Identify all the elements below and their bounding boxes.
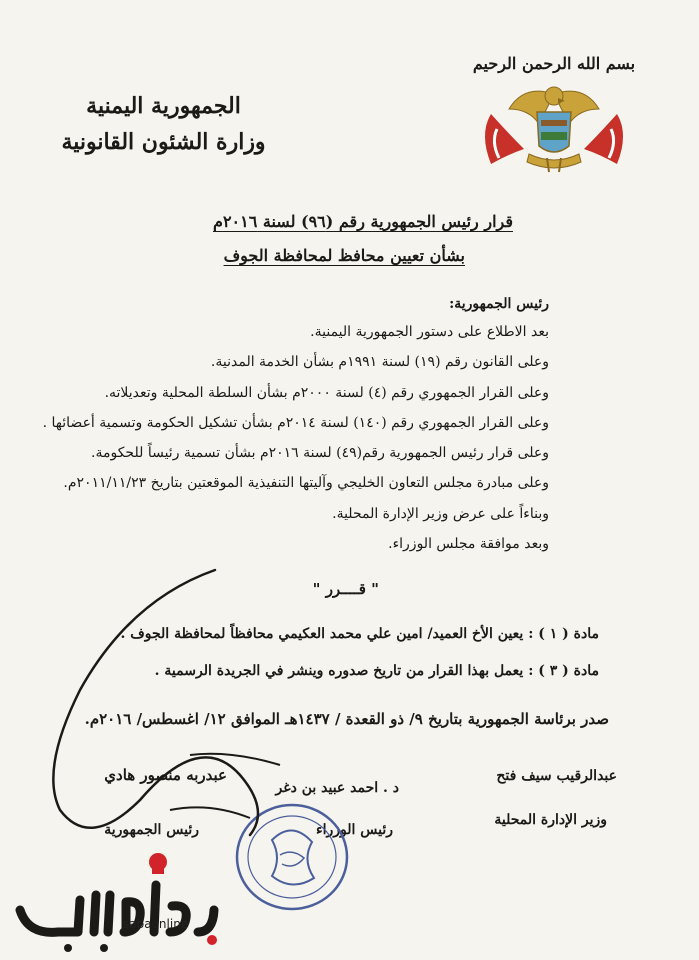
signatory-name: عبدالرقيب سيف فتح [496,768,617,784]
official-stamp-icon [232,800,352,915]
preamble-line: وبناءاً على عرض وزير الإدارة المحلية. [332,506,549,522]
signatory-title: رئيس الوزراء [316,822,393,838]
signatory-name: عبدربه منصور هادي [104,766,227,784]
issue-date: صدر برئاسة الجمهورية بتاريخ ٩/ ذو القعدة / ١٤٣٧هـ الموافق ١٢/ اغسطس/ ٢٠١٦م. [84,710,609,728]
signatory-title: وزير الإدارة المحلية [494,812,607,828]
country-name: الجمهورية اليمنية [86,93,241,119]
preamble-line: وعلى القرار الجمهوري رقم (١٤٠) لسنة ٢٠١٤م بشأن تشكيل الحكومة وتسمية أعضائها . [42,415,549,431]
signatory-title: رئيس الجمهورية [104,822,199,838]
preamble-line: وبعد موافقة مجلس الوزراء. [388,536,549,552]
basmala: بسم الله الرحمن الرحيم [472,54,636,73]
article: مادة ( ١ ) : يعين الأخ العميد/ امين علي محمد العكيمي محافظاً لمحافظة الجوف . [120,626,599,642]
preamble-line: بعد الاطلاع على دستور الجمهورية اليمنية. [310,324,549,340]
eagle-emblem-icon [469,54,639,194]
preamble-line: وعلى قرار رئيس الجمهورية رقم(٤٩) لسنة ٢٠١٦م بشأن تسمية رئيساً للحكومة. [91,445,549,461]
ministry-header [56,88,271,160]
ministry-name: وزارة الشئون القانونية [61,129,266,155]
decree-title: قرار رئيس الجمهورية رقم (٩٦) لسنة ٢٠١٦م [213,212,513,231]
preamble-line: وعلى القانون رقم (١٩) لسنة ١٩٩١م بشأن الخدمة المدنية. [210,354,549,370]
decree-subject: بشأن تعيين محافظ لمحافظة الجوف [223,246,465,265]
addressee: رئيس الجمهورية: [449,296,549,312]
preamble-line: وعلى القرار الجمهوري رقم (٤) لسنة ٢٠٠٠م بشأن السلطة المحلية وتعديلاته. [104,385,549,401]
national-emblem [469,54,639,194]
article: مادة ( ٣ ) : يعمل بهذا القرار من تاريخ صدوره وينشر في الجريدة الرسمية . [154,663,599,679]
preamble-line: وعلى مبادرة مجلس التعاون الخليجي وآليتها التنفيذية الموقعتين بتاريخ ٢٠١١/١١/٢٣م. [63,475,549,491]
signatory-name: د . احمد عبيد بن دغر [275,780,399,796]
watermark-url: sabaonline [123,917,189,931]
sabaonline-logo-icon [8,840,228,955]
decision-heading: " قــــرر " [312,580,379,598]
